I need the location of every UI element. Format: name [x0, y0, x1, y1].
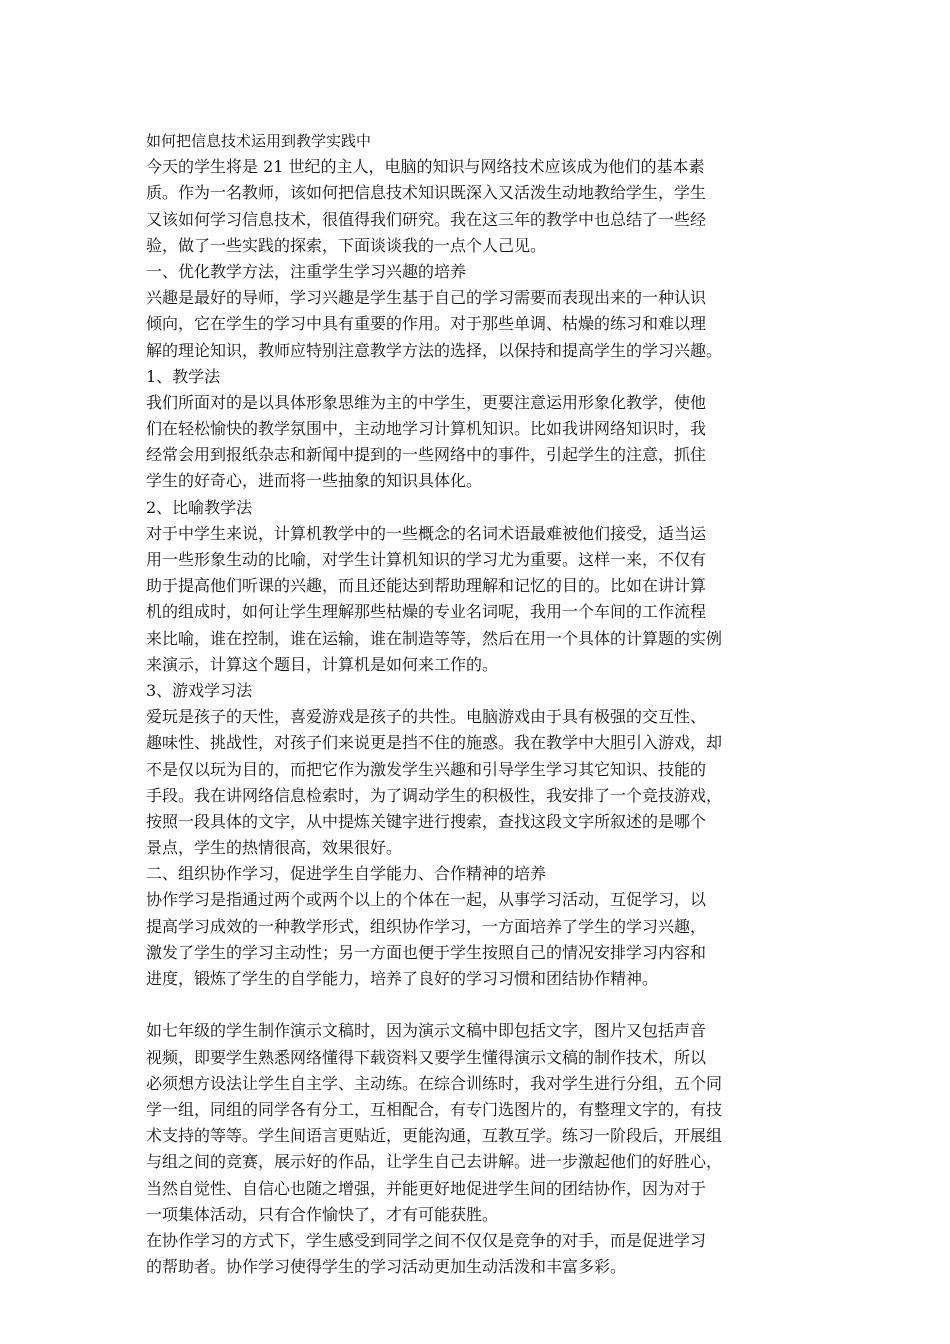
section-paragraph	[146, 285, 824, 364]
text-line: 提高学习成效的一种教学形式，组织协作学习，一方面培养了学生的学习兴趣，	[146, 916, 707, 936]
document-page	[146, 128, 824, 1280]
text-line: 按照一段具体的文字，从中提炼关键字进行搜索，查找这段文字所叙述的是哪个	[146, 811, 707, 831]
subsection-heading: 2、比喻教学法	[146, 497, 253, 517]
text-line: 与组之间的竞赛，展示好的作品，让学生自己去讲解。进一步激起他们的好胜心，	[146, 1152, 723, 1172]
text-line: 术支持的等等。学生间语言更贴近，更能沟通，互教互学。练习一阶段后，开展组	[146, 1126, 723, 1146]
text-line: 经常会用到报纸杂志和新闻中提到的一些网络中的事件，引起学生的注意，抓住	[146, 445, 707, 465]
text-line: 机的组成时，如何让学生理解那些枯燥的专业名词呢，我用一个车间的工作流程	[146, 602, 707, 622]
document-title: 如何把信息技术运用到教学实践中	[146, 132, 372, 150]
text-line: 们在轻松愉快的教学氛围中，主动地学习计算机知识。比如我讲网络知识时，我	[146, 419, 707, 439]
text-line: 学生的好奇心，进而将一些抽象的知识具体化。	[146, 471, 483, 491]
text-line: 趣味性、挑战性，对孩子们来说更是挡不住的施惑。我在教学中大胆引入游戏，却	[146, 733, 723, 753]
subsection-heading: 3、游戏学习法	[146, 680, 253, 700]
text-line: 倾向，它在学生的学习中具有重要的作用。对于那些单调、枯燥的练习和难以理	[146, 314, 707, 334]
section-heading: 二、组织协作学习，促进学生自学能力、合作精神的培养	[146, 864, 547, 884]
subsection-paragraph	[146, 521, 824, 678]
example-paragraph	[146, 1018, 824, 1228]
section-paragraph	[146, 887, 824, 992]
section-heading: 一、优化教学方法，注重学生学习兴趣的培养	[146, 261, 467, 281]
text-line: 解的理论知识，教师应特别注意教学方法的选择，以保持和提高学生的学习兴趣。	[146, 340, 723, 360]
subsection-paragraph	[146, 704, 824, 861]
text-line: 不是仅以玩为目的，而把它作为激发学生兴趣和引导学生学习其它知识、技能的	[146, 759, 707, 779]
text-line: 在协作学习的方式下，学生感受到同学之间不仅仅是竞争的对手，而是促进学习	[146, 1230, 707, 1250]
closing-paragraph	[146, 1228, 824, 1280]
text-line: 手段。我在讲网络信息检索时，为了调动学生的积极性，我安排了一个竞技游戏，	[146, 785, 723, 805]
text-line: 如七年级的学生制作演示文稿时，因为演示文稿中即包括文字，图片又包括声音	[146, 1021, 707, 1041]
text-line: 来比喻，谁在控制，谁在运输，谁在制造等等，然后在用一个具体的计算题的实例	[146, 628, 723, 648]
text-line: 今天的学生将是 21 世纪的主人，电脑的知识与网络技术应该成为他们的基本素	[146, 157, 705, 177]
subsection-heading: 1、教学法	[146, 366, 221, 386]
text-line: 用一些形象生动的比喻，对学生计算机知识的学习尤为重要。这样一来，不仅有	[146, 550, 707, 569]
intro-paragraph	[146, 154, 824, 259]
text-line: 质。作为一名教师，该如何把信息技术知识既深入又活泼生动地教给学生，学生	[146, 183, 707, 203]
text-line: 学一组，同组的同学各有分工，互相配合，有专门选图片的，有整理文字的，有技	[146, 1099, 723, 1119]
text-line: 我们所面对的是以具体形象思维为主的中学生，更要注意运用形象化教学，使他	[146, 392, 707, 412]
text-line: 协作学习是指通过两个或两个以上的个体在一起，从事学习活动，互促学习，以	[146, 890, 707, 910]
text-line: 对于中学生来说，计算机教学中的一些概念的名词术语最难被他们接受，适当运	[146, 523, 707, 543]
text-line: 当然自觉性、自信心也随之增强，并能更好地促进学生间的团结协作，因为对于	[146, 1178, 707, 1198]
text-line: 进度，锻炼了学生的自学能力，培养了良好的学习习惯和团结协作精神。	[146, 969, 659, 988]
text-line: 兴趣是最好的导师，学习兴趣是学生基于自己的学习需要而表现出来的一种认识	[146, 288, 707, 308]
blank-line	[146, 992, 824, 1018]
text-line: 验，做了一些实践的探索，下面谈谈我的一点个人己见。	[146, 235, 547, 255]
text-line: 必须想方设法让学生自主学、主动练。在综合训练时，我对学生进行分组，五个同	[146, 1073, 723, 1093]
text-line: 爱玩是孩子的天性，喜爱游戏是孩子的共性。电脑游戏由于具有极强的交互性、	[146, 707, 707, 727]
text-line: 来演示，计算这个题目，计算机是如何来工作的。	[146, 654, 499, 674]
text-line: 激发了学生的学习主动性；另一方面也便于学生按照自己的情况安排学习内容和	[146, 942, 707, 962]
text-line: 助于提高他们听课的兴趣，而且还能达到帮助理解和记忆的目的。比如在讲计算	[146, 576, 707, 596]
text-line: 又该如何学习信息技术，很值得我们研究。我在这三年的教学中也总结了一些经	[146, 209, 707, 229]
text-line: 一项集体活动，只有合作愉快了，才有可能获胜。	[146, 1204, 499, 1224]
text-line: 的帮助者。协作学习使得学生的学习活动更加生动活泼和丰富多彩。	[146, 1257, 627, 1277]
subsection-paragraph	[146, 390, 824, 495]
text-line: 视频，即要学生熟悉网络懂得下载资料又要学生懂得演示文稿的制作技术，所以	[146, 1047, 707, 1067]
text-line: 景点，学生的热情很高，效果很好。	[146, 838, 403, 858]
